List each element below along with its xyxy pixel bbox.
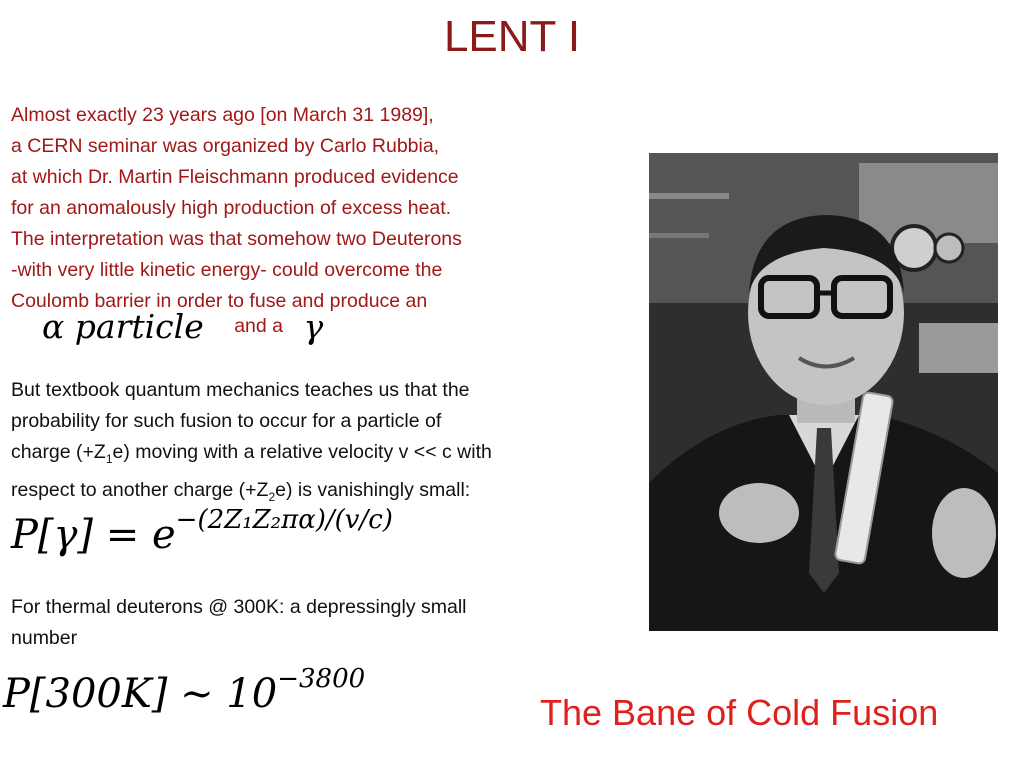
thermal-paragraph	[11, 592, 611, 654]
slide-title: LENT I	[443, 12, 581, 61]
intro-line: Coulomb barrier in order to fuse and produce an	[11, 290, 428, 312]
formula-base: P[300K] ∼ 10	[3, 671, 278, 717]
and-a-text: and a	[234, 315, 283, 337]
formula-base: P[γ] = e	[11, 512, 176, 558]
intro-line: Almost exactly 23 years ago [on March 31 1989],	[11, 104, 434, 126]
qm-text: respect to another charge (+Z	[11, 478, 269, 501]
formula-exponent: −3800	[277, 664, 366, 694]
qm-text: charge (+Z	[11, 441, 106, 463]
alpha-gamma-line	[42, 307, 323, 346]
qm-paragraph	[11, 375, 611, 513]
qm-line	[11, 437, 611, 475]
subscript: 2	[268, 489, 276, 504]
formula-exponent: −(2Z₁Z₂πα)/(v/c)	[175, 505, 393, 535]
gamma-math: γ	[303, 307, 324, 346]
qm-line: But textbook quantum mechanics teaches us that the	[11, 379, 470, 401]
intro-line: -with very little kinetic energy- could overcome the	[11, 259, 443, 281]
qm-text: e) moving with a relative velocity v << c with	[112, 441, 492, 463]
thermal-line: number	[11, 627, 78, 649]
thermal-line: For thermal deuterons @ 300K: a depressingly small	[11, 596, 467, 618]
alpha-particle-math: α particle	[42, 307, 204, 346]
intro-line: The interpretation was that somehow two Deuterons	[11, 228, 462, 250]
qm-line: probability for such fusion to occur for a particle of	[11, 410, 442, 432]
subscript: 1	[105, 451, 113, 466]
fleischmann-photo	[649, 153, 998, 631]
fusion-probability-formula	[11, 505, 393, 558]
intro-line: at which Dr. Martin Fleischmann produced evidence	[11, 166, 459, 188]
intro-line: for an anomalously high production of excess heat.	[11, 197, 452, 219]
thermal-probability-formula	[3, 664, 365, 717]
qm-text: e) is vanishingly small:	[275, 478, 471, 501]
intro-paragraph	[11, 100, 611, 317]
intro-line: a CERN seminar was organized by Carlo Rubbia,	[11, 135, 440, 157]
caption-text: The Bane of Cold Fusion	[540, 692, 939, 733]
portrait-illustration	[649, 153, 998, 631]
